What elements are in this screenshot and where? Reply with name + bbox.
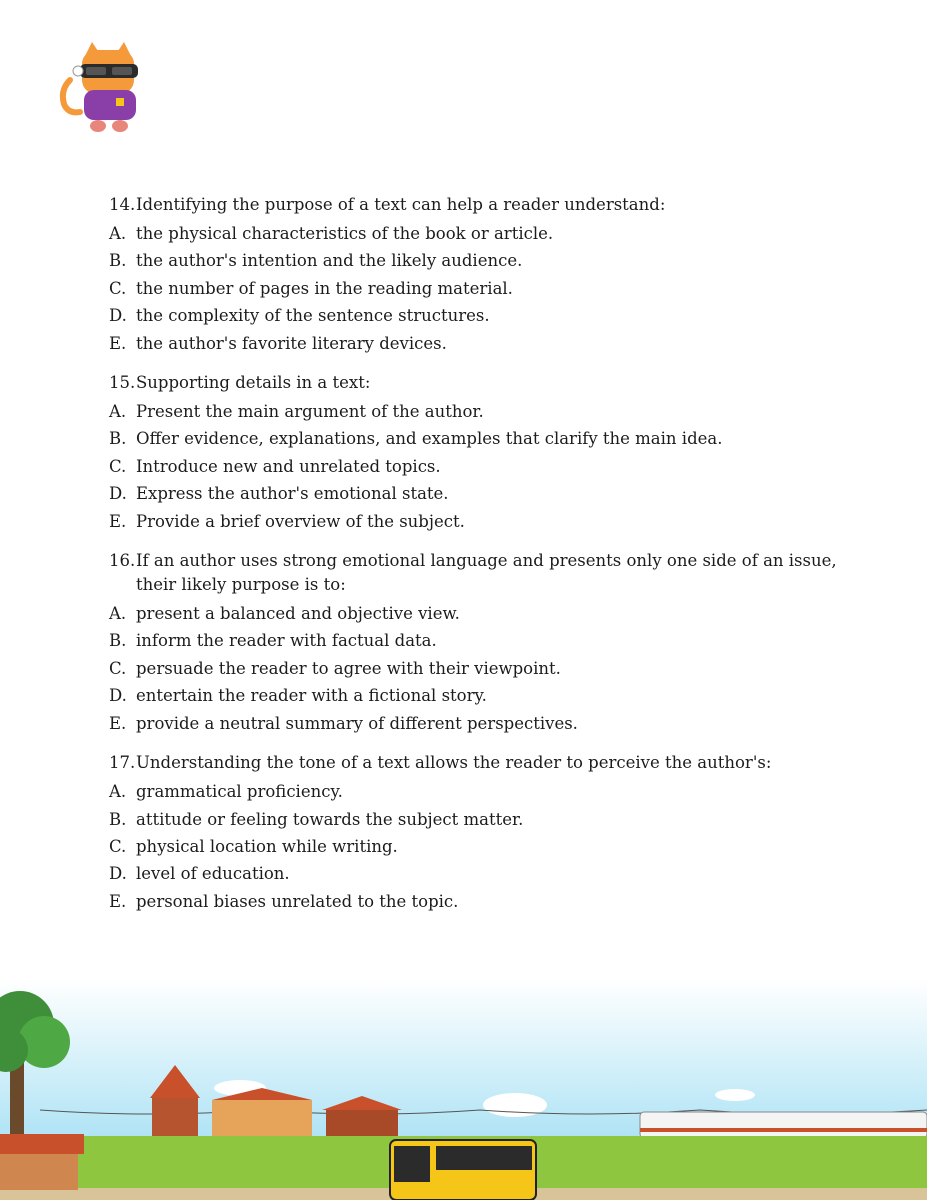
question-stem — [109, 371, 849, 395]
option-letter: B. — [109, 809, 127, 829]
option-text: provide a neutral summary of different perspectives. — [136, 713, 578, 733]
question-number: 15. — [109, 373, 136, 393]
option-text: the author's favorite literary devices. — [136, 333, 447, 353]
option-text: grammatical proficiency. — [136, 782, 343, 802]
answer-option — [109, 600, 849, 627]
option-text: Present the main argument of the author. — [136, 402, 484, 422]
answer-option — [109, 833, 849, 860]
question-text: Supporting details in a text: — [136, 373, 371, 393]
answer-option — [109, 220, 849, 247]
question-text: Identifying the purpose of a text can help a reader understand: — [136, 195, 666, 214]
option-letter: D. — [109, 686, 127, 706]
option-letter: A. — [109, 604, 127, 624]
answer-option — [109, 888, 849, 915]
question-number: 17. — [109, 753, 136, 773]
answer-option — [109, 508, 849, 535]
option-letter: C. — [109, 456, 127, 476]
question-text: If an author uses strong emotional language and presents only one side of an issue, their likely purpose is to: — [136, 551, 837, 595]
option-letter: D. — [109, 484, 127, 504]
question-15 — [109, 371, 849, 535]
answer-option — [109, 480, 849, 507]
option-text: personal biases unrelated to the topic. — [136, 891, 459, 911]
answer-option — [109, 627, 849, 654]
option-letter: A. — [109, 782, 127, 802]
option-text: present a balanced and objective view. — [136, 604, 460, 624]
answer-options — [109, 778, 849, 915]
option-letter: C. — [109, 658, 127, 678]
question-stem — [109, 193, 849, 217]
option-letter: B. — [109, 631, 127, 651]
answer-option — [109, 655, 849, 682]
answer-option — [109, 806, 849, 833]
question-number: 14. — [109, 195, 136, 214]
option-letter: A. — [109, 224, 127, 243]
option-text: Express the author's emotional state. — [136, 484, 449, 504]
answer-option — [109, 302, 849, 329]
option-text: the number of pages in the reading material. — [136, 278, 513, 298]
option-text: attitude or feeling towards the subject matter. — [136, 809, 524, 829]
answer-option — [109, 398, 849, 425]
option-text: Provide a brief overview of the subject. — [136, 511, 465, 531]
answer-options — [109, 398, 849, 535]
question-text: Understanding the tone of a text allows the reader to perceive the author's: — [136, 753, 772, 773]
question-14 — [109, 193, 849, 357]
option-letter: C. — [109, 278, 127, 298]
questions-list — [109, 193, 849, 929]
option-letter: D. — [109, 306, 127, 326]
option-letter: E. — [109, 511, 127, 531]
option-text: persuade the reader to agree with their viewpoint. — [136, 658, 561, 678]
answer-option — [109, 682, 849, 709]
option-letter: B. — [109, 251, 127, 271]
option-text: the physical characteristics of the book or article. — [136, 224, 554, 243]
option-letter: A. — [109, 402, 127, 422]
answer-option — [109, 860, 849, 887]
option-text: physical location while writing. — [136, 836, 398, 856]
answer-option — [109, 453, 849, 480]
answer-option — [109, 710, 849, 737]
option-letter: E. — [109, 891, 127, 911]
option-text: inform the reader with factual data. — [136, 631, 437, 651]
option-text: level of education. — [136, 864, 290, 884]
answer-option — [109, 330, 849, 357]
option-letter: C. — [109, 836, 127, 856]
question-16 — [109, 549, 849, 737]
option-letter: E. — [109, 333, 127, 353]
answer-option — [109, 275, 849, 302]
question-number: 16. — [109, 551, 136, 571]
answer-options — [109, 600, 849, 737]
option-text: Introduce new and unrelated topics. — [136, 456, 441, 476]
answer-option — [109, 425, 849, 452]
option-text: Offer evidence, explanations, and examples that clarify the main idea. — [136, 429, 723, 449]
question-stem — [109, 751, 849, 775]
option-text: entertain the reader with a fictional story. — [136, 686, 487, 706]
answer-option — [109, 778, 849, 805]
answer-option — [109, 247, 849, 274]
option-letter: E. — [109, 713, 127, 733]
city-scene-illustration — [0, 960, 927, 1200]
question-17 — [109, 751, 849, 915]
option-letter: B. — [109, 429, 127, 449]
cat-mascot-icon — [58, 40, 148, 136]
question-stem — [109, 549, 849, 597]
answer-options — [109, 220, 849, 357]
option-letter: D. — [109, 864, 127, 884]
option-text: the complexity of the sentence structures. — [136, 306, 490, 326]
option-text: the author's intention and the likely audience. — [136, 251, 523, 271]
